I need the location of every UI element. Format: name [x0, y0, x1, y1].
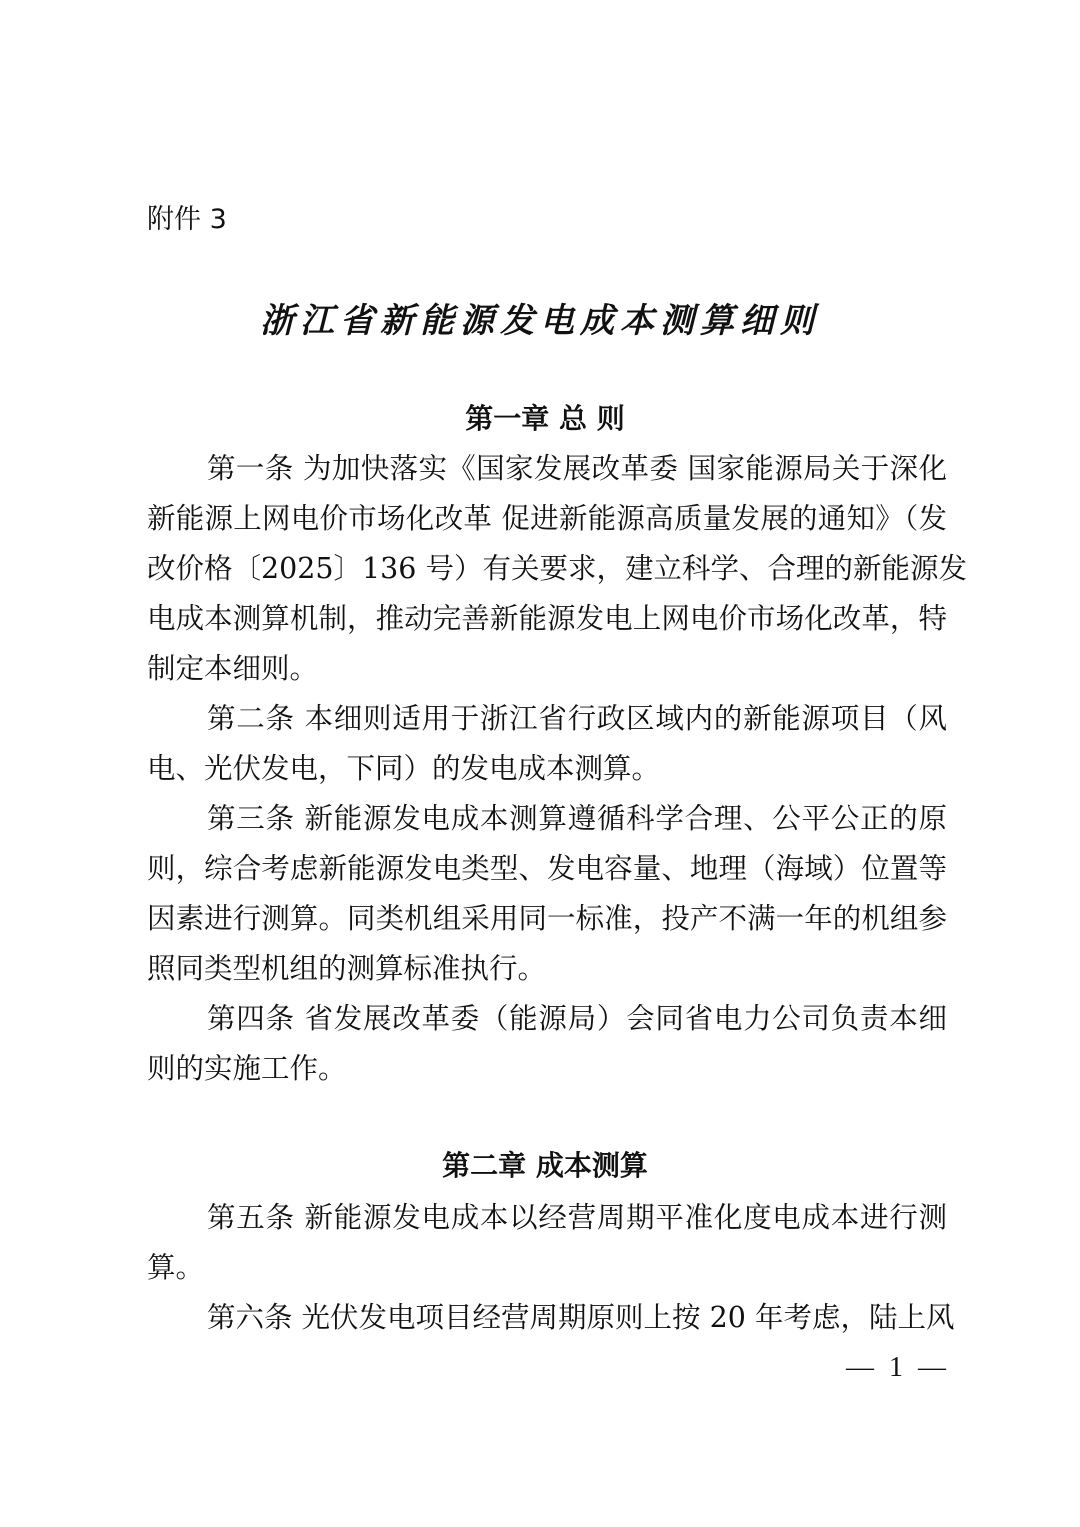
article-line: 第五条 新能源发电成本以经营周期平准化度电成本进行测	[207, 1201, 947, 1234]
article-line: 第四条 省发展改革委（能源局）会同省电力公司负责本细	[207, 1002, 947, 1035]
article-line: 电成本测算机制，推动完善新能源发电上网电价市场化改革，特	[147, 602, 947, 635]
article-1	[147, 444, 967, 694]
article-line: 则，综合考虑新能源发电类型、发电容量、地理（海域）位置等	[147, 852, 947, 885]
article-line: 则的实施工作。	[147, 1052, 347, 1085]
article-line: 新能源上网电价市场化改革 促进新能源高质量发展的通知》（发	[147, 502, 947, 535]
article-line: 算。	[147, 1251, 205, 1284]
article-line: 电、光伏发电，下同）的发电成本测算。	[147, 752, 661, 785]
article-2	[147, 694, 947, 794]
article-5	[147, 1193, 947, 1293]
article-line: 第三条 新能源发电成本测算遵循科学合理、公平公正的原	[207, 802, 947, 835]
chapter-2-body	[147, 1193, 955, 1343]
article-line: 制定本细则。	[147, 652, 319, 685]
chapter-heading: 第一章 总 则	[465, 402, 625, 435]
article-line: 第二条 本细则适用于浙江省行政区域内的新能源项目（风	[207, 702, 947, 735]
article-6	[147, 1293, 955, 1343]
article-line: 第一条 为加快落实《国家发展改革委 国家能源局关于深化	[207, 452, 947, 485]
chapter-heading: 第二章 成本测算	[442, 1149, 648, 1182]
article-line: 照同类型机组的测算标准执行。	[147, 952, 547, 985]
chapter-1-body	[147, 444, 967, 1094]
article-line: 第六条 光伏发电项目经营周期原则上按 20 年考虑，陆上风	[207, 1301, 955, 1334]
page-number: — 1 —	[846, 1352, 950, 1383]
article-line: 改价格〔2025〕136 号）有关要求，建立科学、合理的新能源发	[147, 552, 967, 585]
article-3	[147, 794, 947, 994]
attachment-label: 附件 3	[147, 204, 227, 235]
article-line: 因素进行测算。同类机组采用同一标准，投产不满一年的机组参	[147, 902, 947, 935]
document-title: 浙江省新能源发电成本测算细则	[260, 301, 820, 341]
article-4	[147, 994, 947, 1094]
